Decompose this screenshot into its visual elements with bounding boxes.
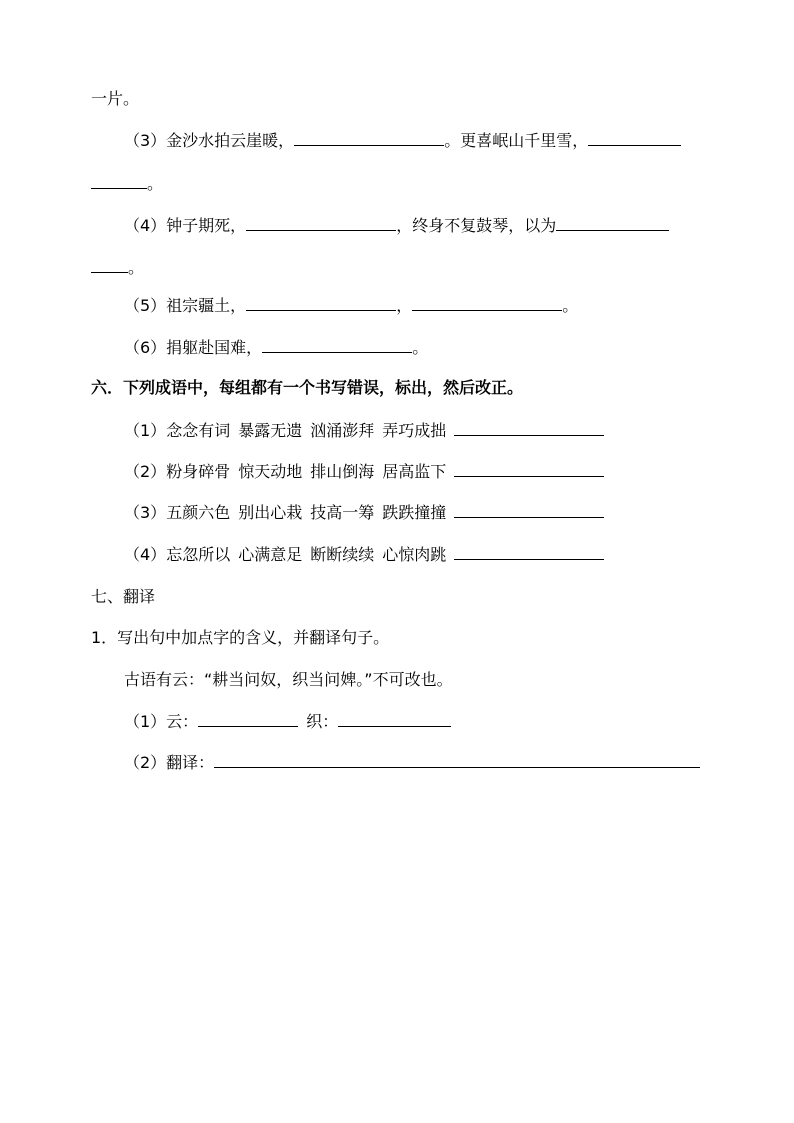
q5-item-6-text-a: （6）捐躯赴国难， (124, 338, 263, 357)
idiom: 惊天动地 (238, 462, 303, 481)
q6-row-3 (124, 503, 604, 523)
answer-blank[interactable] (198, 712, 298, 727)
q5-item-4 (124, 216, 669, 236)
q6-row-2 (124, 462, 604, 482)
q7-sub-question: 1．写出句中加点字的含义，并翻译句子。 (91, 628, 390, 647)
answer-blank[interactable] (454, 421, 604, 436)
idiom: 心惊肉跳 (382, 545, 447, 564)
q5-item-3-text-c: 。 (147, 174, 164, 193)
idiom: 弄巧成拙 (382, 421, 447, 440)
answer-blank[interactable] (454, 503, 604, 518)
q5-item-4-text-a: （4）钟子期死， (124, 216, 247, 235)
answer-blank[interactable] (454, 545, 604, 560)
q5-item-5 (124, 296, 578, 316)
answer-blank[interactable] (214, 753, 700, 768)
idiom: 排山倒海 (310, 462, 375, 481)
q6-row-4 (124, 545, 604, 565)
q5-item-5-text-c: 。 (562, 296, 579, 315)
idiom: 五颜六色 (166, 503, 231, 522)
idiom: 跌跌撞撞 (382, 503, 447, 522)
q5-item-6 (124, 338, 428, 358)
answer-blank[interactable] (91, 258, 128, 273)
idiom: 念念有词 (166, 421, 231, 440)
q5-continuation: 一片。 (91, 89, 140, 108)
q6-row-1 (124, 421, 604, 441)
idiom: 断断续续 (310, 545, 375, 564)
q5-item-3-text-b: 。更喜岷山千里雪， (444, 131, 589, 150)
q5-item-5-text-a: （5）祖宗疆土， (124, 296, 247, 315)
q7-heading: 七、翻译 (91, 587, 156, 606)
idiom: 技高一筹 (310, 503, 375, 522)
row-number: （2） (124, 462, 167, 481)
q5-item-3-text-a: （3）金沙水拍云崖暖， (124, 131, 295, 150)
answer-blank[interactable] (91, 174, 147, 189)
idiom: 暴露无遗 (238, 421, 303, 440)
answer-blank[interactable] (412, 296, 562, 311)
part-1-label-b: 织： (306, 712, 339, 731)
answer-blank[interactable] (246, 296, 396, 311)
row-number: （1） (124, 421, 167, 440)
q5-item-4-cont (91, 258, 144, 278)
q7-quote: 古语有云：“耕当问奴，织当问婢。”不可改也。 (124, 670, 453, 689)
q7-part-2 (124, 753, 700, 773)
answer-blank[interactable] (246, 216, 396, 231)
idiom: 居高监下 (382, 462, 447, 481)
answer-blank[interactable] (454, 462, 604, 477)
q7-part-1 (124, 712, 451, 732)
q5-item-3 (124, 131, 681, 151)
q5-item-6-text-b: 。 (412, 338, 429, 357)
row-number: （4） (124, 545, 167, 564)
answer-blank[interactable] (556, 216, 669, 231)
idiom: 忘忽所以 (166, 545, 231, 564)
answer-blank[interactable] (338, 712, 451, 727)
idiom: 别出心栽 (238, 503, 303, 522)
answer-blank[interactable] (262, 338, 412, 353)
idiom: 心满意足 (238, 545, 303, 564)
answer-blank[interactable] (588, 131, 681, 146)
idiom: 粉身碎骨 (166, 462, 231, 481)
q5-item-4-text-c: 。 (128, 258, 145, 277)
q5-item-5-text-b: ， (396, 296, 413, 315)
q6-heading: 六．下列成语中，每组都有一个书写错误，标出，然后改正。 (91, 378, 524, 397)
row-number: （3） (124, 503, 167, 522)
idiom: 汹涌澎拜 (310, 421, 375, 440)
q5-item-4-text-b: ，终身不复鼓琴，以为 (396, 216, 557, 235)
part-1-label-a: （1）云： (124, 712, 199, 731)
answer-blank[interactable] (294, 131, 444, 146)
part-2-label: （2）翻译： (124, 753, 215, 772)
q5-item-3-cont (91, 174, 163, 194)
